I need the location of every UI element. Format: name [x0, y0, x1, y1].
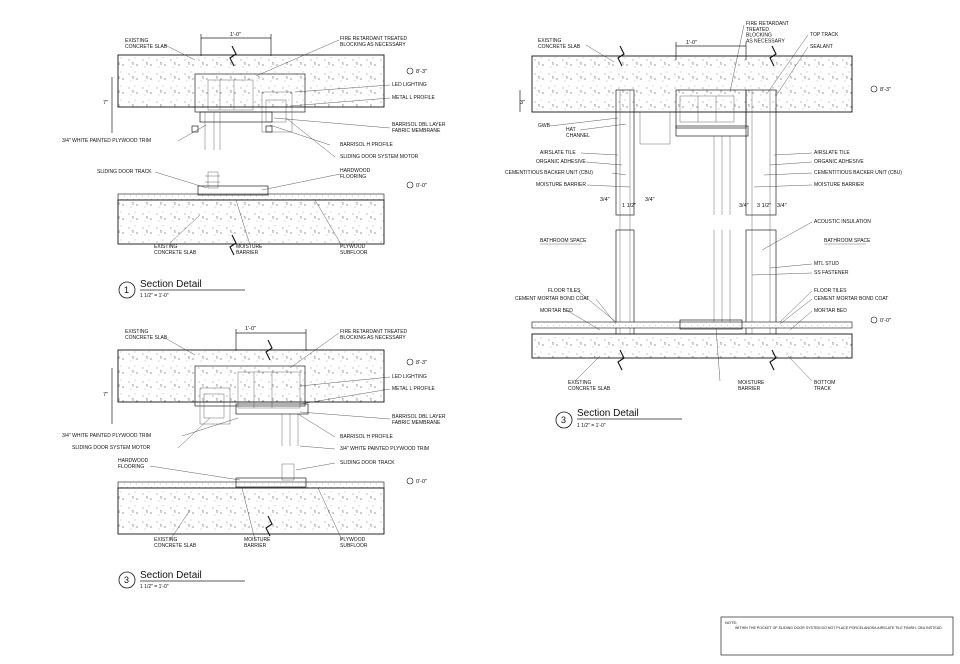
- label-moisture-left: MOISTURE BARRIER: [536, 182, 587, 188]
- label-gwb: GWB: [538, 123, 550, 129]
- dim-side: 7": [103, 392, 109, 398]
- label-motor: SLIDING DOOR SYSTEM MOTOR: [340, 154, 419, 160]
- label-led: LED LIGHTING: [392, 82, 427, 88]
- label-plywood-trim-right: 3/4" WHITE PAINTED PLYWOOD TRIM: [340, 446, 430, 452]
- detail-title: Section Detail: [577, 408, 639, 419]
- label-plywood-trim: 3/4" WHITE PAINTED PLYWOOD TRIM: [62, 138, 152, 144]
- label-airslate-right: AIRSLATE TILE: [814, 150, 850, 156]
- label-plywood-sub: PLYWOOD SUBFLOOR: [340, 244, 368, 256]
- detail-number: 1: [124, 285, 130, 295]
- label-bottom-track: BOTTOM TRACK: [814, 380, 836, 392]
- label-metal-l: METAL L PROFILE: [392, 386, 435, 392]
- detail-scale: 1 1/2" = 1'-0": [140, 293, 169, 299]
- label-airslate-left: AIRSLATE TILE: [540, 150, 576, 156]
- detail-3: [505, 21, 902, 429]
- dim-top: 1'-0": [230, 32, 241, 38]
- label-hardwood: HARDWOOD FLOORING: [118, 458, 149, 470]
- label-fire-blocking: FIRE RETARDANT TREATED BLOCKING AS NECESSARY: [340, 36, 408, 48]
- label-led: LED LIGHTING: [392, 374, 427, 380]
- elev-floor: 0'-0": [416, 183, 427, 189]
- elev-top: 8'-3": [416, 69, 427, 75]
- label-fire-blocking: FIRE RETARDANT TREATED BLOCKING AS NECESSARY: [746, 21, 789, 45]
- label-metal-l: METAL L PROFILE: [392, 95, 435, 101]
- detail-1: [62, 32, 446, 299]
- label-top-track: TOP TRACK: [810, 32, 839, 38]
- label-floor-tiles-left: FLOOR TILES: [548, 288, 581, 294]
- label-cement-right: CEMENT MORTAR BOND COAT: [814, 296, 889, 302]
- elev-top: 8'-3": [880, 87, 891, 93]
- label-mtl-stud: MTL STUD: [814, 261, 839, 267]
- label-existing-slab-top: EXISTING CONCRETE SLAB: [125, 38, 168, 50]
- label-barrisol-h: BARRISOL H PROFILE: [340, 434, 393, 440]
- label-moisture-bottom: MOISTURE BARRIER: [738, 380, 765, 392]
- dim-side: 7": [103, 100, 109, 106]
- label-sealant: SEALANT: [810, 44, 833, 50]
- label-track: SLIDING DOOR TRACK: [97, 169, 152, 175]
- label-floor-tiles-right: FLOOR TILES: [814, 288, 847, 294]
- label-existing-slab-bottom: EXISTING CONCRETE SLAB: [154, 537, 197, 549]
- dim-bottom-left-3: 3/4": [645, 197, 655, 203]
- label-moisture-right: MOISTURE BARRIER: [814, 182, 865, 188]
- elev-floor: 0'-0": [416, 479, 427, 485]
- label-existing-slab-bottom: EXISTING CONCRETE SLAB: [568, 380, 611, 392]
- label-moisture: MOISTURE BARRIER: [244, 537, 271, 549]
- dim-side: 3": [520, 100, 526, 106]
- dim-top: 1'-0": [245, 326, 256, 332]
- label-cbu-right: CEMENTITIOUS BACKER UNIT (CBU): [814, 170, 902, 176]
- ceiling-slab: [118, 55, 384, 107]
- label-hardwood: HARDWOOD FLOORING: [340, 168, 371, 180]
- note-text: WITHIN THE POCKET OF SLIDING DOOR SYSTEM DO NOT PLACE PORCELANOSA AIRSLATE TILE FINISH, CBU INSTEAD: [735, 626, 942, 630]
- label-barrisol-h: BARRISOL H PROFILE: [340, 142, 393, 148]
- label-track: SLIDING DOOR TRACK: [340, 460, 395, 466]
- label-bathroom-right: BATHROOM SPACE: [824, 238, 871, 244]
- label-mortar-right: MORTAR BED: [814, 308, 847, 314]
- detail-scale: 1 1/2" = 1'-0": [140, 584, 169, 590]
- label-motor: SLIDING DOOR SYSTEM MOTOR: [72, 445, 151, 451]
- dim-bottom-left-1: 3/4": [600, 197, 610, 203]
- note-heading: NOTE:: [725, 620, 738, 625]
- detail-2: [62, 326, 446, 590]
- detail-title: Section Detail: [140, 570, 202, 581]
- detail-title: Section Detail: [140, 279, 202, 290]
- label-ss-fastener: SS FASTENER: [814, 270, 849, 276]
- dim-bottom-left-2: 1 1/2": [622, 203, 637, 209]
- label-cement-left: CEMENT MORTAR BOND COAT: [515, 296, 590, 302]
- label-barrisol-dbl: BARRISOL DBL LAYER FABRIC MEMBRANE: [392, 122, 446, 134]
- detail-scale: 1 1/2" = 1'-0": [577, 423, 606, 429]
- dim-bottom-right-2: 3 1/2": [757, 203, 772, 209]
- label-existing-slab-top: EXISTING CONCRETE SLAB: [538, 38, 581, 50]
- label-plywood-trim: 3/4" WHITE PAINTED PLYWOOD TRIM: [62, 433, 152, 439]
- elev-top: 8'-3": [416, 360, 427, 366]
- label-moisture: MOISTURE BARRIER: [236, 244, 263, 256]
- dim-bottom-right-1: 3/4": [739, 203, 749, 209]
- label-mortar-left: MORTAR BED: [540, 308, 573, 314]
- dim-bottom-right-3: 3/4": [777, 203, 787, 209]
- label-acoustic: ACOUSTIC INSULATION: [814, 219, 871, 225]
- label-fire-blocking: FIRE RETARDANT TREATED BLOCKING AS NECESSARY: [340, 329, 408, 341]
- detail-number: 3: [561, 415, 567, 425]
- label-hat-channel: HAT CHANNEL: [566, 127, 590, 139]
- label-cbu-left: CEMENTITIOUS BACKER UNIT (CBU): [505, 170, 593, 176]
- label-organic-right: ORGANIC ADHESIVE: [814, 159, 864, 165]
- note-box: [721, 617, 953, 655]
- label-plywood-sub: PLYWOOD SUBFLOOR: [340, 537, 368, 549]
- label-bathroom-left: BATHROOM SPACE: [540, 238, 587, 244]
- label-organic-left: ORGANIC ADHESIVE: [536, 159, 586, 165]
- dim-top: 1'-0": [686, 40, 697, 46]
- label-barrisol-dbl: BARRISOL DBL LAYER FABRIC MEMBRANE: [392, 414, 446, 426]
- elev-floor: 0'-0": [880, 318, 891, 324]
- label-existing-slab-bottom: EXISTING CONCRETE SLAB: [154, 244, 197, 256]
- label-existing-slab-top: EXISTING CONCRETE SLAB: [125, 329, 168, 341]
- detail-number: 3: [124, 575, 130, 585]
